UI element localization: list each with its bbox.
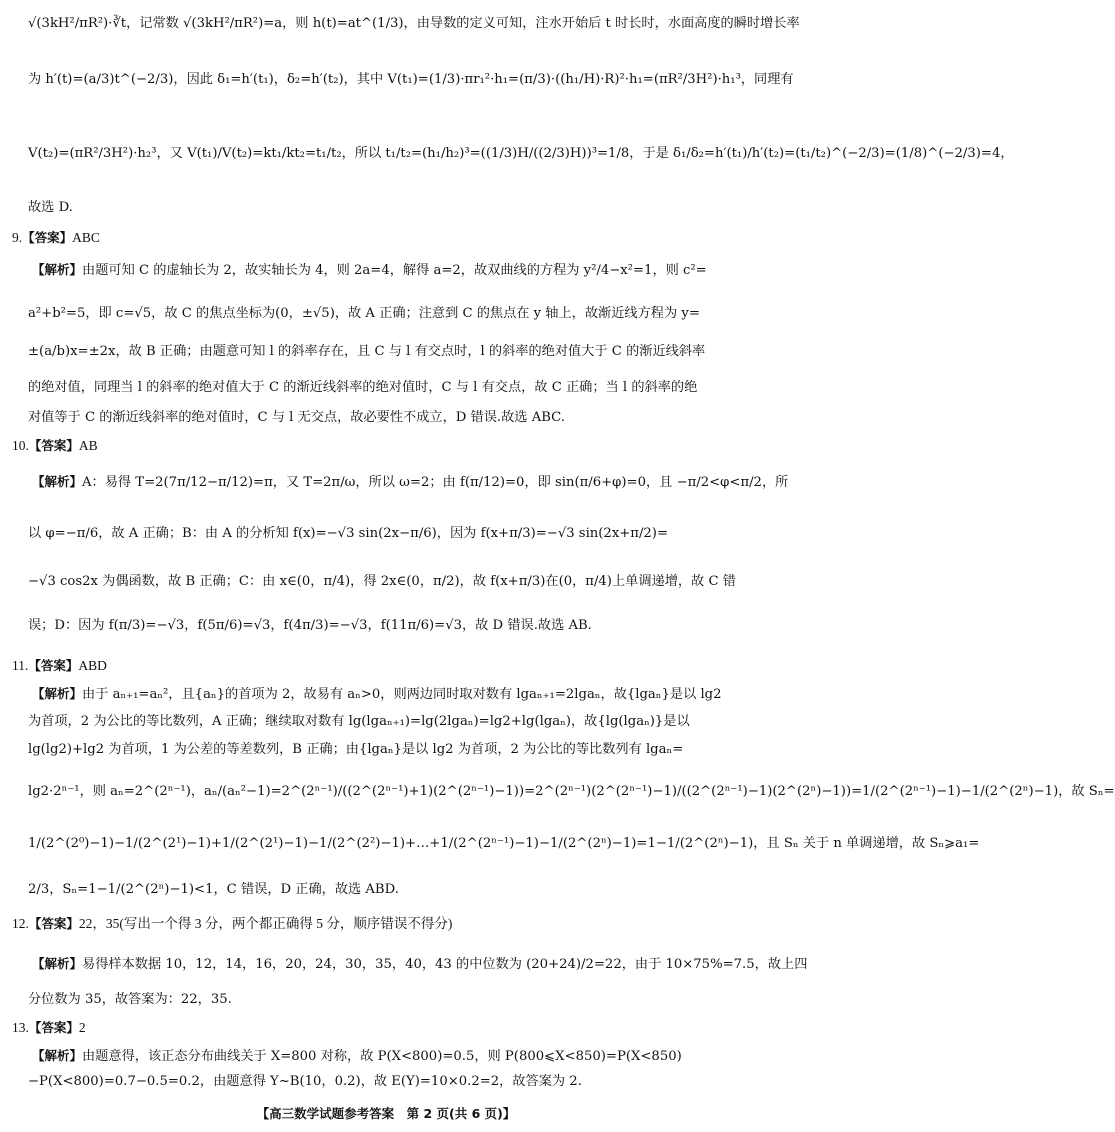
- text-line: a²+b²=5，即 c=√5，故 C 的焦点坐标为(0，±√5)，故 A 正确；注意到 C 的焦点在 y 轴上，故渐近线方程为 y=: [28, 306, 700, 321]
- text-line: √(3kH²/πR²)·∛t，记常数 √(3kH²/πR²)=a，则 h(t)=at^(1/3)，由导数的定义可知，注水开始后 t 时长时，水面高度的瞬时增长率: [28, 16, 800, 31]
- question-9-header: [12, 228, 100, 248]
- text-line: 以 φ=−π/6，故 A 正确；B：由 A 的分析知 f(x)=−√3 sin(2x−π/6)，因为 f(x+π/3)=−√3 sin(2x+π/2)=: [28, 526, 669, 541]
- answer-tag: 【答案】: [28, 1020, 79, 1035]
- analysis-line: [32, 472, 789, 493]
- answer-value: 2: [78, 1020, 86, 1035]
- text-line: 对值等于 C 的渐近线斜率的绝对值时，C 与 l 无交点，故必要性不成立，D 错误.故选 ABC.: [28, 410, 565, 425]
- text-line: 故选 D.: [28, 200, 73, 215]
- analysis-text: A：易得 T=2(7π/12−π/12)=π，又 T=2π/ω，所以 ω=2；由 f(π/12)=0，即 sin(π/6+φ)=0，且 −π/2<φ<π/2，所: [82, 475, 789, 490]
- analysis-tag: 【解析】: [32, 1048, 83, 1063]
- answer-value: ABD: [78, 658, 107, 673]
- analysis-tag: 【解析】: [32, 956, 83, 971]
- analysis-text: 由题可知 C 的虚轴长为 2，故实轴长为 4，则 2a=4，解得 a=2，故双曲线的方程为 y²/4−x²=1，则 c²=: [82, 263, 707, 278]
- question-number: 10.: [12, 438, 29, 453]
- analysis-tag: 【解析】: [32, 474, 83, 489]
- answer-value: 22，35(写出一个得 3 分，两个都正确得 5 分，顺序错误不得分): [78, 916, 453, 931]
- question-10-header: [12, 436, 98, 456]
- text-line: −√3 cos2x 为偶函数，故 B 正确；C：由 x∈(0，π/4)，得 2x∈(0，π/2)，故 f(x+π/3)在(0，π/4)上单调递增，故 C 错: [28, 574, 736, 589]
- answer-tag: 【答案】: [22, 230, 73, 245]
- answer-value: ABC: [72, 230, 100, 245]
- answer-tag: 【答案】: [28, 916, 79, 931]
- text-line: 分位数为 35，故答案为：22，35.: [28, 992, 232, 1007]
- analysis-text: 易得样本数据 10，12，14，16，20，24，30，35，40，43 的中位数为 (20+24)/2=22，由于 10×75%=7.5，故上四: [82, 957, 808, 972]
- text-line: 误；D：因为 f(π/3)=−√3，f(5π/6)=√3，f(4π/3)=−√3，f(11π/6)=√3，故 D 错误.故选 AB.: [28, 618, 592, 633]
- text-line: 1/(2^(2⁰)−1)−1/(2^(2¹)−1)+1/(2^(2¹)−1)−1/(2^(2²)−1)+…+1/(2^(2ⁿ⁻¹)−1)−1/(2^(2ⁿ)−1)=1−1/(2^(2ⁿ)−1)，且 Sₙ 关于 n 单调递增，故 Sₙ⩾a₁=: [28, 836, 980, 851]
- text-line: 的绝对值，同理当 l 的斜率的绝对值大于 C 的渐近线斜率的绝对值时，C 与 l 有交点，故 C 正确；当 l 的斜率的绝: [28, 380, 698, 395]
- question-12-header: [12, 914, 452, 934]
- text-line: ±(a/b)x=±2x，故 B 正确；由题意可知 l 的斜率存在，且 C 与 l 有交点时，l 的斜率的绝对值大于 C 的渐近线斜率: [28, 344, 706, 359]
- analysis-tag: 【解析】: [32, 686, 83, 701]
- question-13-header: [12, 1018, 86, 1038]
- text-line: V(t₂)=(πR²/3H²)·h₂³，又 V(t₁)/V(t₂)=kt₁/kt₂=t₁/t₂，所以 t₁/t₂=(h₁/h₂)³=((1/3)H/((2/3)H))³=1/8，于是 δ₁/δ₂=h′(t₁)/h′(t₂)=(t₁/t₂)^(−2/3)=(1/8)^(−2/3)=4，: [28, 146, 1014, 161]
- analysis-line: [32, 1046, 758, 1067]
- text-line: 2/3，Sₙ=1−1/(2^(2ⁿ)−1)<1，C 错误，D 正确，故选 ABD.: [28, 882, 399, 897]
- text-line: 为首项，2 为公比的等比数列，A 正确；继续取对数有 lg(lgaₙ₊₁)=lg(2lgaₙ)=lg2+lg(lgaₙ)，故{lg(lgaₙ)}是以: [28, 714, 690, 729]
- question-number: 12.: [12, 916, 29, 931]
- answer-tag: 【答案】: [28, 438, 79, 453]
- analysis-text: 由于 aₙ₊₁=aₙ²，且{aₙ}的首项为 2，故易有 aₙ>0，则两边同时取对数有 lgaₙ₊₁=2lgaₙ，故{lgaₙ}是以 lg2: [82, 687, 722, 702]
- question-number: 11.: [12, 658, 29, 673]
- analysis-tag: 【解析】: [32, 262, 83, 277]
- analysis-text: 由题意得，该正态分布曲线关于 X=800 对称，故 P(X<800)=0.5，则 P(800⩽X<850)=P(X<850): [82, 1049, 682, 1064]
- text-line: 为 h′(t)=(a/3)t^(−2/3)，因此 δ₁=h′(t₁)，δ₂=h′(t₂)，其中 V(t₁)=(1/3)·πr₁²·h₁=(π/3)·((h₁/H)·R)²·h₁=(πR²/3H²)·h₁³，同理有: [28, 72, 794, 87]
- question-11-header: [12, 656, 107, 676]
- question-number: 9.: [12, 230, 23, 245]
- text-line: −P(X<800)=0.7−0.5=0.2，由题意得 Y~B(10，0.2)，故 E(Y)=10×0.2=2，故答案为 2.: [28, 1074, 582, 1089]
- page-footer: 【高三数学试题参考答案 第 2 页(共 6 页)】: [256, 1106, 516, 1121]
- answer-value: AB: [78, 438, 98, 453]
- analysis-line: [32, 684, 758, 705]
- text-line: lg2·2ⁿ⁻¹，则 aₙ=2^(2ⁿ⁻¹)，aₙ/(aₙ²−1)=2^(2ⁿ⁻¹)/((2^(2ⁿ⁻¹)+1)(2^(2ⁿ⁻¹)−1))=2^(2ⁿ⁻¹)(2^(2ⁿ⁻¹)−1)/((2^(2ⁿ⁻¹)−1)(2^(2ⁿ)−1))=1/(2^(2ⁿ⁻¹)−1)−1/(2^(2ⁿ)−1)，故 Sₙ=: [28, 784, 1115, 799]
- analysis-line: [32, 954, 808, 975]
- question-number: 13.: [12, 1020, 29, 1035]
- text-line: lg(lg2)+lg2 为首项，1 为公差的等差数列，B 正确；由{lgaₙ}是以 lg2 为首项，2 为公比的等比数列有 lgaₙ=: [28, 742, 684, 757]
- answer-tag: 【答案】: [28, 658, 79, 673]
- analysis-line: [32, 260, 758, 281]
